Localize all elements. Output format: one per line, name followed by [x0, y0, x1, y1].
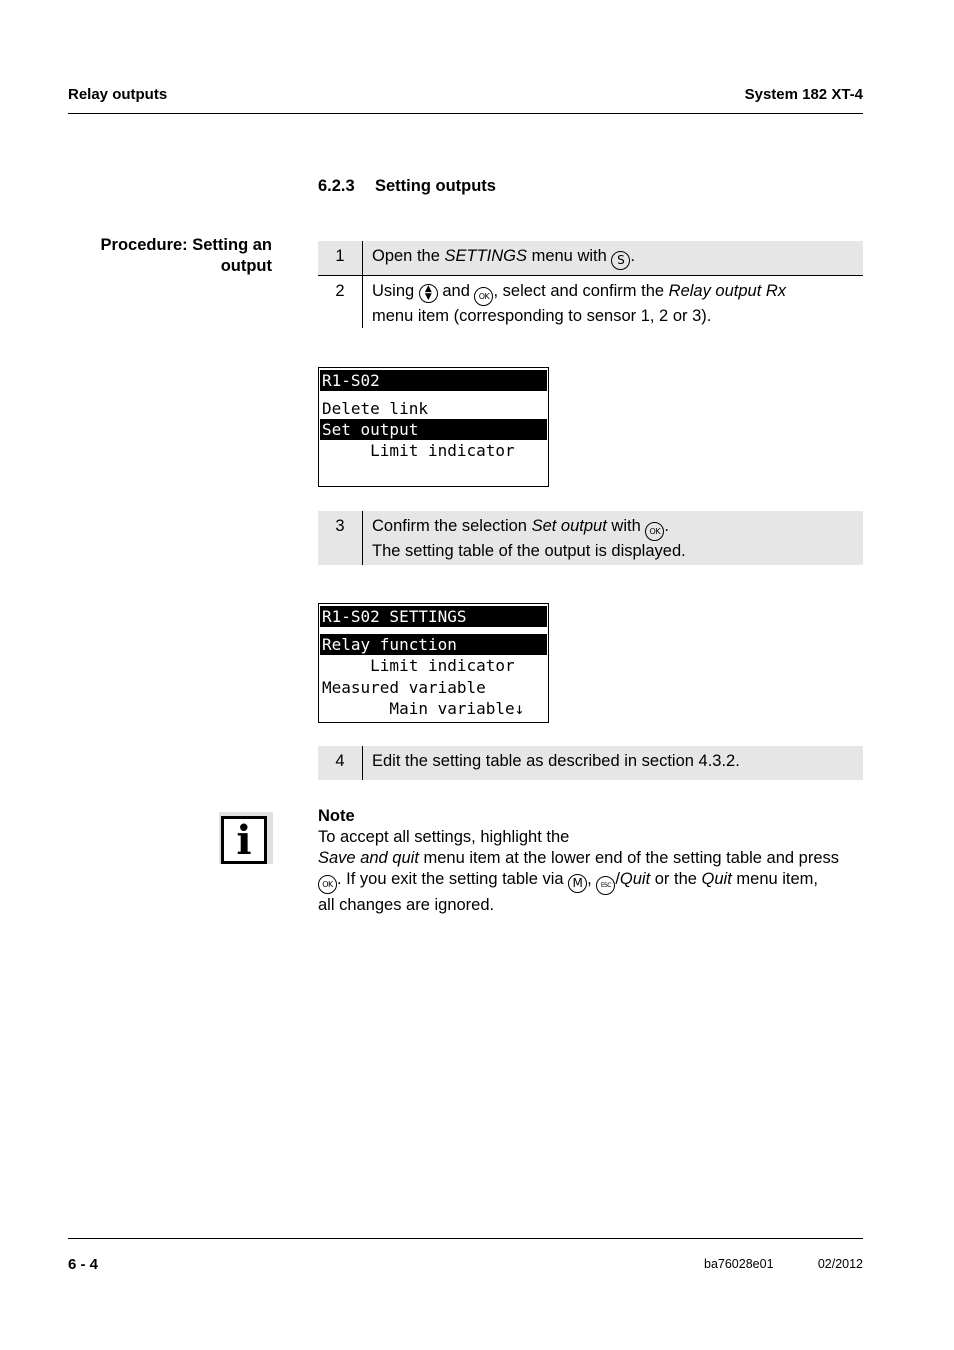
procedure-label: [68, 235, 272, 277]
section-number: 6.2.3: [318, 177, 355, 195]
footer-rule: [68, 1238, 863, 1239]
ok-key-icon: OK: [645, 522, 664, 541]
note-block: [318, 806, 866, 916]
document-id: ba76028e01: [704, 1257, 774, 1271]
step-number: 1: [318, 241, 363, 275]
step-text: Open the SETTINGS menu with S .: [363, 241, 863, 275]
header-rule: [68, 113, 863, 114]
section-title: Setting outputs: [375, 177, 496, 195]
lcd-menu-item-selected: Set output: [320, 419, 547, 440]
section-heading: [318, 177, 496, 196]
lcd-menu-item: Delete link: [322, 399, 428, 418]
step-1: [318, 241, 863, 275]
lcd-display-menu: [318, 367, 549, 487]
step-4: [318, 746, 863, 780]
info-note-icon: i: [219, 812, 273, 864]
lcd-display-settings: [318, 603, 549, 723]
running-header-left: Relay outputs: [68, 86, 168, 103]
lcd-menu-value: Limit indicator: [322, 441, 515, 460]
note-line-2: Save and quit menu item at the lower end of the setting table and press: [318, 849, 840, 867]
up-down-arrow-key-icon: ▲ ▼: [419, 284, 438, 303]
step-2: [318, 276, 863, 328]
step-3: [318, 511, 863, 565]
lcd-menu-item-selected: Relay function: [320, 634, 547, 655]
step-text: Using ▲ ▼ and OK , select and confirm the Relay output Rx menu item (corresponding to sensor 1, 2 or 3).: [372, 282, 787, 325]
page-number: 6 - 4: [68, 1256, 99, 1273]
ok-key-icon: OK: [318, 875, 337, 894]
lcd-menu-item: Measured variable: [322, 678, 486, 697]
step-number: 3: [318, 511, 363, 565]
lcd-title-row: R1-S02: [320, 370, 547, 391]
lcd-menu-value: Limit indicator: [322, 656, 515, 675]
step-number: 4: [318, 746, 363, 780]
lcd-title-row: R1-S02 SETTINGS: [320, 606, 547, 627]
ok-key-icon: OK: [474, 287, 493, 306]
note-line-1: To accept all settings, highlight the: [318, 828, 570, 846]
lcd-menu-value: Main variable↓: [322, 699, 525, 718]
note-title: Note: [318, 807, 355, 825]
s-key-icon: S: [611, 251, 630, 270]
step-number: 2: [318, 276, 363, 328]
step-text: Confirm the selection Set output with OK . The setting table of the output is displayed.: [372, 517, 686, 560]
note-line-3: OK . If you exit the setting table via M , ESC /Quit or the Quit menu item,: [318, 869, 866, 895]
procedure-label-line1: Procedure: Setting an: [100, 236, 272, 254]
step-text: Edit the setting table as described in section 4.3.2.: [372, 752, 740, 770]
document-date: 02/2012: [817, 1257, 863, 1271]
procedure-label-line2: output: [220, 257, 272, 275]
note-line-4: all changes are ignored.: [318, 896, 495, 914]
m-key-icon: M: [568, 874, 587, 893]
running-header-right: System 182 XT-4: [744, 86, 863, 103]
esc-key-icon: ESC: [596, 876, 615, 895]
